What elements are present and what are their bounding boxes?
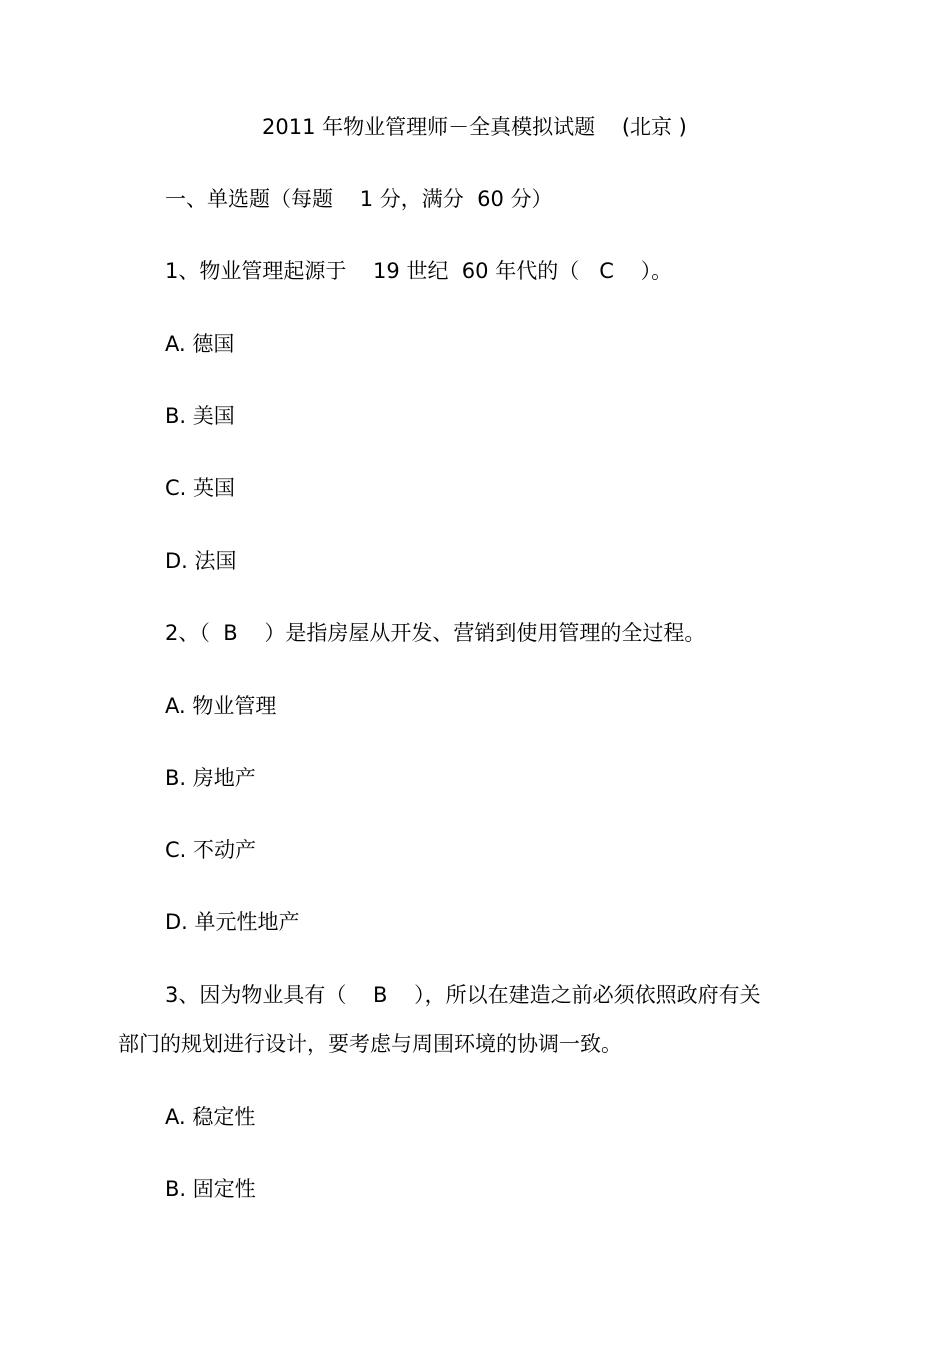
question-3-stem-line-2: 部门的规划进行设计，要考虑与周围环境的协调一致。	[118, 1032, 622, 1056]
question-1-option-b: B. 美国	[165, 404, 235, 428]
question-3-option-a: A. 稳定性	[165, 1105, 256, 1129]
page-title: 2011 年物业管理师－全真模拟试题 (北京 )	[262, 115, 687, 139]
question-1-stem: 1、物业管理起源于 19 世纪 60 年代的（ C ）。	[165, 259, 673, 283]
section-heading: 一、单选题（每题 1 分，满分 60 分）	[165, 187, 553, 211]
question-3-stem-line-1: 3、因为物业具有（ B ），所以在建造之前必须依照政府有关	[165, 983, 761, 1007]
question-1-option-a: A. 德国	[165, 332, 235, 356]
question-2-option-a: A. 物业管理	[165, 694, 277, 718]
question-1-option-d: D. 法国	[165, 549, 237, 573]
question-3-option-b: B. 固定性	[165, 1177, 256, 1201]
question-2-option-d: D. 单元性地产	[165, 910, 300, 934]
question-2-option-c: C. 不动产	[165, 838, 257, 862]
question-2-option-b: B. 房地产	[165, 766, 256, 790]
question-2-stem: 2、（ B ）是指房屋从开发、营销到使用管理的全过程。	[165, 621, 706, 645]
question-1-option-c: C. 英国	[165, 476, 236, 500]
